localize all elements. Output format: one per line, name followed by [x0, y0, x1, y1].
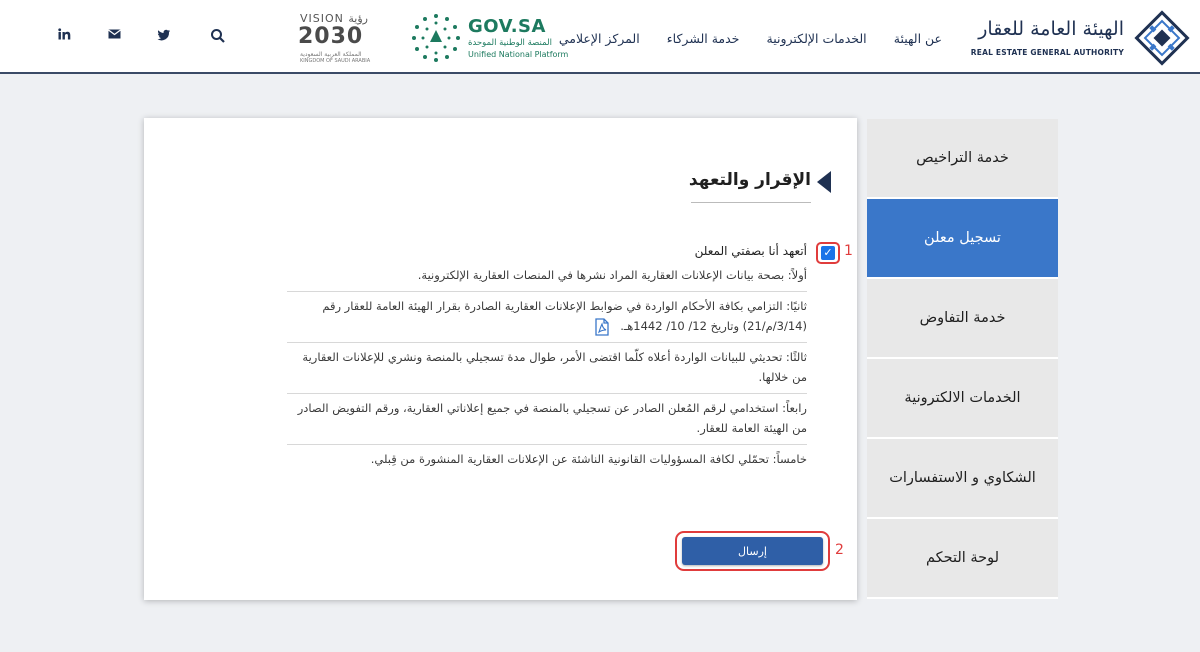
nav-media-center[interactable]: المركز الإعلامي	[558, 31, 640, 46]
sidebar-item-negotiation[interactable]: خدمة التفاوض	[867, 279, 1058, 359]
vision-year: 2030	[298, 24, 364, 49]
pledge-clauses	[287, 261, 807, 475]
vision-english: KINGDOM OF SAUDI ARABIA	[300, 58, 371, 64]
pledge-label: أتعهد أنا بصفتي المعلن	[694, 244, 807, 258]
gov-sa-english: Unified National Platform	[468, 50, 569, 59]
sidebar-item-advertiser-registration[interactable]: تسجيل معلن	[867, 199, 1058, 279]
email-icon[interactable]	[104, 28, 124, 48]
submit-button[interactable]: إرسال	[682, 537, 823, 565]
sidebar-item-e-services[interactable]: الخدمات الالكترونية	[867, 359, 1058, 439]
sidebar-item-dashboard[interactable]: لوحة التحكم	[867, 519, 1058, 599]
pledge-card	[144, 118, 857, 600]
clause-fourth: رابعاً: استخدامي لرقم المُعلن الصادر عن تسجيلي بالمنصة في جميع إعلاناتي العقارية، ورقم التفويض الصادر من الهيئة العامة للعقار.	[287, 394, 807, 445]
linkedin-icon[interactable]	[54, 28, 74, 48]
sidebar-item-licensing[interactable]: خدمة التراخيص	[867, 119, 1058, 199]
rega-logo-arabic: الهيئة العامة للعقار	[978, 18, 1124, 40]
annotation-number-2: 2	[835, 542, 844, 558]
rega-logo[interactable]	[940, 10, 1190, 66]
vision-2030-logo[interactable]	[296, 10, 380, 66]
title-arrow-icon	[817, 171, 831, 193]
gov-sa-arabic: المنصة الوطنية الموحدة	[468, 38, 552, 48]
title-underline	[691, 202, 811, 203]
services-sidebar	[867, 119, 1058, 599]
sidebar-item-complaints[interactable]: الشكاوي و الاستفسارات	[867, 439, 1058, 519]
nav-about[interactable]: عن الهيئة	[893, 31, 942, 46]
rega-logo-english: REAL ESTATE GENERAL AUTHORITY	[970, 48, 1124, 57]
clause-second	[287, 292, 807, 343]
clause-second-text: ثانيًا: التزامي بكافة الأحكام الواردة في ضوابط الإعلانات العقارية الصادرة بقرار الهيئة العامة للعقار رقم (3/14/م/21) وتاريخ 12/ 10/ 1442هـ.	[322, 299, 807, 333]
vision-label: VISION رؤية	[300, 12, 368, 25]
twitter-icon[interactable]	[154, 28, 174, 48]
search-icon[interactable]	[208, 28, 228, 48]
nav-partners-service[interactable]: خدمة الشركاء	[666, 31, 740, 46]
annotation-number-1: 1	[844, 243, 853, 259]
clause-first: أولاً: بصحة بيانات الإعلانات العقارية المراد نشرها في المنصات العقارية الإلكترونية.	[287, 261, 807, 292]
gov-sa-logo[interactable]	[410, 12, 570, 64]
clause-third: ثالثًا: تحديثي للبيانات الواردة أعلاه كلّما اقتضى الأمر، طوال مدة تسجيلي بالمنصة ونشري للإعلانات العقارية من خلالها.	[287, 343, 807, 394]
gov-sa-emblem-icon	[410, 12, 462, 64]
vision-arabic: المملكة العربية السعودية	[300, 51, 362, 58]
rega-diamond-logo-icon	[1134, 10, 1190, 66]
nav-e-services[interactable]: الخدمات الإلكترونية	[766, 31, 867, 46]
clause-fifth: خامساً: تحمّلي لكافة المسؤوليات القانونية الناشئة عن الإعلانات العقارية المنشورة من قِبلي.	[370, 452, 807, 466]
gov-sa-title: GOV.SA	[468, 16, 546, 37]
pledge-checkbox[interactable]: ✓	[821, 246, 835, 260]
page-title: الإقرار والتعهد	[688, 170, 811, 190]
pdf-icon[interactable]	[595, 318, 609, 336]
pledge-checkbox-highlight[interactable]	[816, 242, 840, 264]
main-nav	[537, 28, 942, 47]
site-header	[0, 0, 1200, 74]
